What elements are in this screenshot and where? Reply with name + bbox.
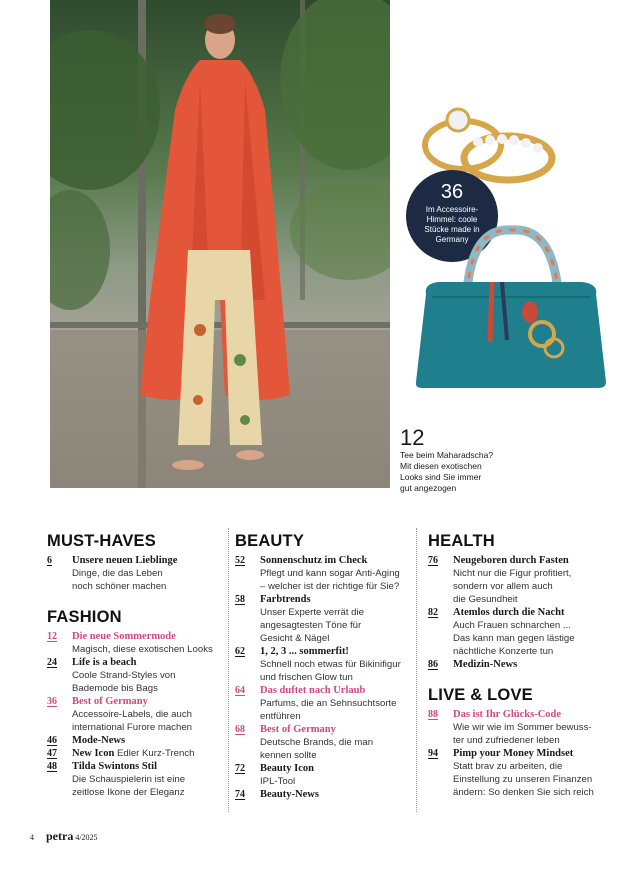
caption-main-line: Mit diesen exotischen: [400, 461, 482, 471]
toc-title[interactable]: Pimp your Money Mindset: [453, 748, 574, 759]
caption-main-text: [400, 450, 493, 494]
toc-title-line: [72, 734, 225, 747]
section-heading: FASHION: [47, 608, 122, 626]
toc-entry-body: [72, 630, 225, 656]
toc-entry[interactable]: [47, 760, 225, 799]
toc-page-number[interactable]: 88: [428, 709, 438, 720]
toc-entry-body: [453, 747, 608, 799]
toc-title[interactable]: Unsere neuen Lieblinge: [72, 555, 178, 566]
toc-entry[interactable]: [235, 554, 415, 593]
toc-title[interactable]: Medizin-News: [453, 659, 518, 670]
toc-title-line: [72, 695, 225, 708]
toc-description: – welcher ist der richtige für Sie?: [260, 581, 400, 592]
toc-entry[interactable]: [428, 708, 608, 747]
caption-circle-line: Himmel: coole: [426, 215, 478, 224]
toc-description: Deutsche Brands, die man: [260, 737, 374, 748]
toc-title[interactable]: Beauty Icon: [260, 763, 314, 774]
toc-description: Unser Experte verrät die: [260, 607, 364, 618]
toc-description: kennen sollte: [260, 750, 317, 761]
toc-title[interactable]: Die neue Sommermode: [72, 631, 176, 642]
toc-page-number[interactable]: 48: [47, 761, 57, 772]
toc-entry[interactable]: [235, 645, 415, 684]
footer-brand-logo: petra: [46, 829, 74, 843]
handbag-image: [412, 222, 608, 392]
toc-page-number[interactable]: 76: [428, 555, 438, 566]
caption-circle-line: Im Accessoire-: [425, 205, 479, 214]
toc-page-number[interactable]: 62: [235, 646, 245, 657]
toc-entry[interactable]: [235, 762, 415, 788]
toc-title-line: [260, 723, 415, 736]
toc-entry-body: [453, 658, 608, 671]
toc-description: und frischen Glow tun: [260, 672, 353, 683]
toc-entry[interactable]: [47, 695, 225, 734]
toc-title-line: [260, 762, 415, 775]
toc-title[interactable]: 1, 2, 3 ... sommerfit!: [260, 646, 349, 657]
toc-entry[interactable]: [47, 734, 225, 747]
toc-entry[interactable]: [428, 606, 608, 658]
toc-page-number[interactable]: 24: [47, 657, 57, 668]
column-divider: [416, 528, 417, 812]
toc-title-line: [453, 554, 608, 567]
toc-description: zeitlose Ikone der Eleganz: [72, 787, 185, 798]
page-footer: [30, 829, 98, 844]
toc-entry[interactable]: [428, 554, 608, 606]
toc-entry-body: [72, 695, 225, 734]
toc-title-line: [260, 593, 415, 606]
toc-title-line: [260, 554, 415, 567]
toc-description: die Gesundheit: [453, 594, 518, 605]
caption-main-line: Tee beim Maharadscha?: [400, 450, 494, 460]
toc-entry[interactable]: [47, 554, 225, 593]
toc-description: Bademode bis Bags: [72, 683, 158, 694]
toc-description: Das kann man gegen lästige: [453, 633, 575, 644]
toc-page-number[interactable]: 52: [235, 555, 245, 566]
toc-entry[interactable]: [47, 630, 225, 656]
toc-description: ter und zufriedener leben: [453, 735, 560, 746]
toc-page-number[interactable]: 12: [47, 631, 57, 642]
toc-description: ändern: So denken Sie sich reich: [453, 787, 594, 798]
toc-description: Die Schauspielerin ist eine: [72, 774, 186, 785]
toc-page-number[interactable]: 46: [47, 735, 57, 746]
caption-circle-line: Stücke made in: [424, 225, 480, 234]
toc-description: Gesicht & Nägel: [260, 633, 330, 644]
toc-title-line: [72, 630, 225, 643]
toc-entry[interactable]: [428, 747, 608, 799]
toc-entry[interactable]: [235, 593, 415, 645]
toc-description: Auch Frauen schnarchen ...: [453, 620, 571, 631]
toc-entry-body: [260, 593, 415, 645]
toc-title-line: [72, 747, 225, 760]
toc-title[interactable]: Sonnenschutz im Check: [260, 555, 368, 566]
toc-entry-body: [72, 760, 225, 799]
toc-description: sondern vor allem auch: [453, 581, 553, 592]
toc-title[interactable]: Tilda Swintons Stil: [72, 761, 158, 772]
toc-title[interactable]: Atemlos durch die Nacht: [453, 607, 565, 618]
toc-title[interactable]: New Icon: [72, 748, 115, 759]
section-heading: HEALTH: [428, 532, 495, 550]
toc-title[interactable]: Das duftet nach Urlaub: [260, 685, 366, 696]
toc-title-line: [72, 656, 225, 669]
toc-page-number[interactable]: 72: [235, 763, 245, 774]
toc-entry-body: [72, 747, 225, 760]
toc-title[interactable]: Best of Germany: [260, 724, 336, 735]
toc-description: international Furore machen: [72, 722, 192, 733]
section-heading: BEAUTY: [235, 532, 305, 550]
toc-description: Pflegt und kann sogar Anti-Aging: [260, 568, 400, 579]
toc-title-line: [260, 684, 415, 697]
toc-description: Parfums, die an Sehnsuchtsorte: [260, 698, 397, 709]
toc-entry[interactable]: [47, 656, 225, 695]
toc-title[interactable]: Best of Germany: [72, 696, 148, 707]
section-heading: LIVE & LOVE: [428, 686, 533, 704]
toc-description: IPL-Tool: [260, 776, 296, 787]
toc-page-number[interactable]: 82: [428, 607, 438, 618]
toc-description: Nicht nur die Figur profitiert,: [453, 568, 572, 579]
toc-description: Accessoire-Labels, die auch: [72, 709, 192, 720]
toc-entry-body: [260, 645, 415, 684]
toc-page-number[interactable]: 86: [428, 659, 438, 670]
toc-description: entführen: [260, 711, 301, 722]
toc-entry-body: [260, 788, 415, 801]
toc-description: Wie wir wie im Sommer bewuss-: [453, 722, 592, 733]
toc-entry-body: [260, 554, 415, 593]
toc-title-line: [72, 760, 225, 773]
toc-title-line: [453, 658, 608, 671]
toc-entry[interactable]: [235, 684, 415, 723]
toc-title-line: [453, 708, 608, 721]
toc-page-number[interactable]: 74: [235, 789, 245, 800]
toc-column-right: [428, 532, 608, 799]
toc-entry[interactable]: [235, 723, 415, 762]
toc-title-line: [260, 645, 415, 658]
toc-description: Coole Strand-Styles von: [72, 670, 176, 681]
toc-entry-body: [260, 762, 415, 788]
toc-entry-body: [72, 734, 225, 747]
caption-main-number: 12: [400, 425, 425, 450]
toc-entry[interactable]: [47, 747, 225, 760]
caption-main-line: Looks sind Sie immer: [400, 472, 482, 482]
toc-title[interactable]: Life is a beach: [72, 657, 137, 668]
caption-main-line: gut angezogen: [400, 483, 457, 493]
toc-title-line: [72, 554, 225, 567]
fashion-photo: [50, 0, 390, 488]
section-heading: MUST-HAVES: [47, 532, 156, 550]
footer-issue: 4/2025: [75, 833, 98, 842]
toc-description: Magisch, diese exotischen Looks: [72, 644, 213, 655]
toc-description: Dinge, die das Leben: [72, 568, 163, 579]
toc-entry[interactable]: [235, 788, 415, 801]
toc-title[interactable]: Farbtrends: [260, 594, 311, 605]
toc-entry-body: [72, 656, 225, 695]
column-divider: [228, 528, 229, 812]
toc-page-number[interactable]: 36: [47, 696, 57, 707]
toc-entry-body: [453, 708, 608, 747]
toc-title-line: [453, 606, 608, 619]
toc-entry-body: [453, 554, 608, 606]
toc-page-number[interactable]: 94: [428, 748, 438, 759]
toc-title[interactable]: Beauty-News: [260, 789, 319, 800]
toc-page-number[interactable]: 47: [47, 748, 57, 759]
toc-description: Schnell noch etwas für Bikinifigur: [260, 659, 401, 670]
toc-description: nächtliche Konzerte tun: [453, 646, 554, 657]
toc-entry-body: [453, 606, 608, 658]
toc-page-number[interactable]: 58: [235, 594, 245, 605]
toc-page-number[interactable]: 68: [235, 724, 245, 735]
toc-title[interactable]: Mode-News: [72, 735, 126, 746]
toc-description: Statt brav zu arbeiten, die: [453, 761, 563, 772]
fashion-photo-illustration: [50, 0, 390, 488]
toc-description: Einstellung zu unseren Finanzen: [453, 774, 593, 785]
toc-title-line: [260, 788, 415, 801]
toc-description: noch schöner machen: [72, 581, 167, 592]
toc-entry-body: [260, 684, 415, 723]
toc-title[interactable]: Das ist Ihr Glücks-Code: [453, 709, 562, 720]
toc-inline-desc: Edler Kurz-Trench: [114, 748, 195, 759]
toc-column-middle: [235, 532, 415, 801]
toc-entry[interactable]: [428, 658, 608, 671]
toc-title[interactable]: Neugeboren durch Fasten: [453, 555, 569, 566]
toc-entry-body: [72, 554, 225, 593]
toc-title-line: [453, 747, 608, 760]
toc-page-number[interactable]: 64: [235, 685, 245, 696]
toc-page-number[interactable]: 6: [47, 555, 52, 566]
caption-circle-line: Germany: [435, 235, 469, 244]
toc-entry-body: [260, 723, 415, 762]
caption-circle-number: 36: [440, 181, 464, 203]
footer-page-number: 4: [30, 833, 34, 842]
toc-column-left: [47, 532, 225, 799]
toc-description: angesagtesten Töne für: [260, 620, 362, 631]
